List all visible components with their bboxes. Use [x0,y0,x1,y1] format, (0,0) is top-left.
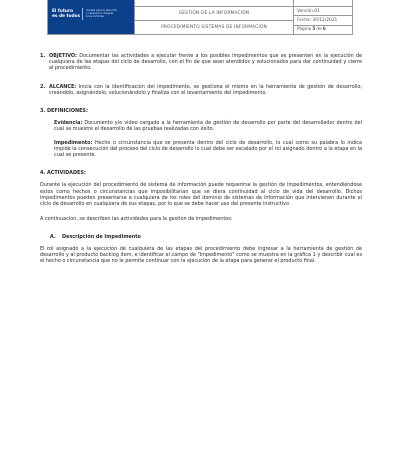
page-number: Página 5 de 6 [294,25,352,34]
logo-tagline-line: y reparación integral [86,11,114,15]
logo-divider [82,8,83,20]
version-label: Versión:01 [294,6,352,15]
subsection-title: Descripción de Impedimento [62,234,141,241]
logo-tagline-line: a las víctimas [86,14,104,18]
subsection-letter: A. [50,234,56,241]
actividades-paragraph-1: Durante la ejecución del procedimiento de sistema de información puede requerirse la gestión de impedimentos, entendiéndose estos como hechos o circunstancias que imposibilitarían que se diera continuidad al ciclo de vida del desarrollo. Dichos impedimentos pueden presentarse a cualquiera de los roles del dominio de sistemas de información que intervienen durante el ciclo de desarrollo en cualquiera de sus etapas, por lo que se debe hacer uso del presente instructivo [40,182,362,208]
procedure-title: PROCEDIMIENTO SISTEMAS DE INFORMACIÓN [135,20,293,34]
section-objetivo-text: OBJETIVO: Documentar las actividades a ejecutar frente a los posibles impedimentos que se presenten en la ejecución de cualquiera de las etapas del ciclo de desarrollo, con el fin de que sean atendidos y solucionados para dar continuidad y cierre al procedimiento. [49,53,362,72]
section-number: 2. [40,83,46,90]
actividades-paragraph-3: El rol asignado a la ejecución de cualquiera de las etapas del procedimiento debe ingresar a la herramienta de gestión de desarrollo y al producto backlog item, e identificar el campo de "Impedimento" como se muestra en la gráfica 1 y describir cual es el hecho o circunstancia que no le permite continuar con la ejecución de la etapa para generar el producto final. [40,245,362,265]
section-title: OBJETIVO: [49,53,78,59]
definition-term: Impedimento: [54,139,93,146]
date-label: Fecha: 30/12/2021 [294,15,352,24]
definition-evidencia: Evidencia: Documento y/o video cargado a la herramienta de gestión de desarrollo por parte del desarrollador dentro del cual se muestre el desarrollo de las pruebas realizadas con éxito. [54,120,362,133]
actividades-paragraph-2: A continuación, se describen las actividades para la gestión de impedimentos: [40,216,233,223]
document-header-table [47,0,353,35]
logo-title-line1: El futuro [52,9,74,14]
logo-title-line2: es de todos [52,14,81,19]
logo-tagline [86,9,117,18]
header-title-column [135,0,294,34]
subsection-heading [50,234,362,240]
document-body [40,53,362,270]
logo-title [52,9,80,19]
section-actividades-heading: 4. ACTIVIDADES: [40,170,86,177]
institution-logo [48,0,135,34]
process-title: GESTIÓN DE LA INFORMACIÓN [135,6,293,20]
definition-term: Evidencia: [54,120,83,127]
section-objetivo [40,53,362,72]
logo-tagline-line: Unidad para la atención [86,8,118,12]
definition-impedimento: Impedimento: Hecho o circunstancia que se presenta dentro del ciclo de desarrollo, lo cual como su palabra lo indica impide la consecución del proceso del ciclo de desarrollo lo cual debe ser escalado por el rol asignado dentro a la etapa en la cual se presente. [54,139,362,159]
section-alcance [40,84,362,96]
section-definiciones-heading: 3. DEFINICIONES: [40,108,88,115]
section-alcance-text: ALCANCE: Inicia con la identificación del impedimento, se gestiona el mismo en la herramienta de gestión de desarrollo, creándolo, asignándolo, solucionándolo y finaliza con el levantamiento del impedimento. [49,83,362,96]
section-title: ALCANCE: [49,83,77,90]
section-number: 1. [40,53,46,59]
header-meta-column [294,0,352,34]
